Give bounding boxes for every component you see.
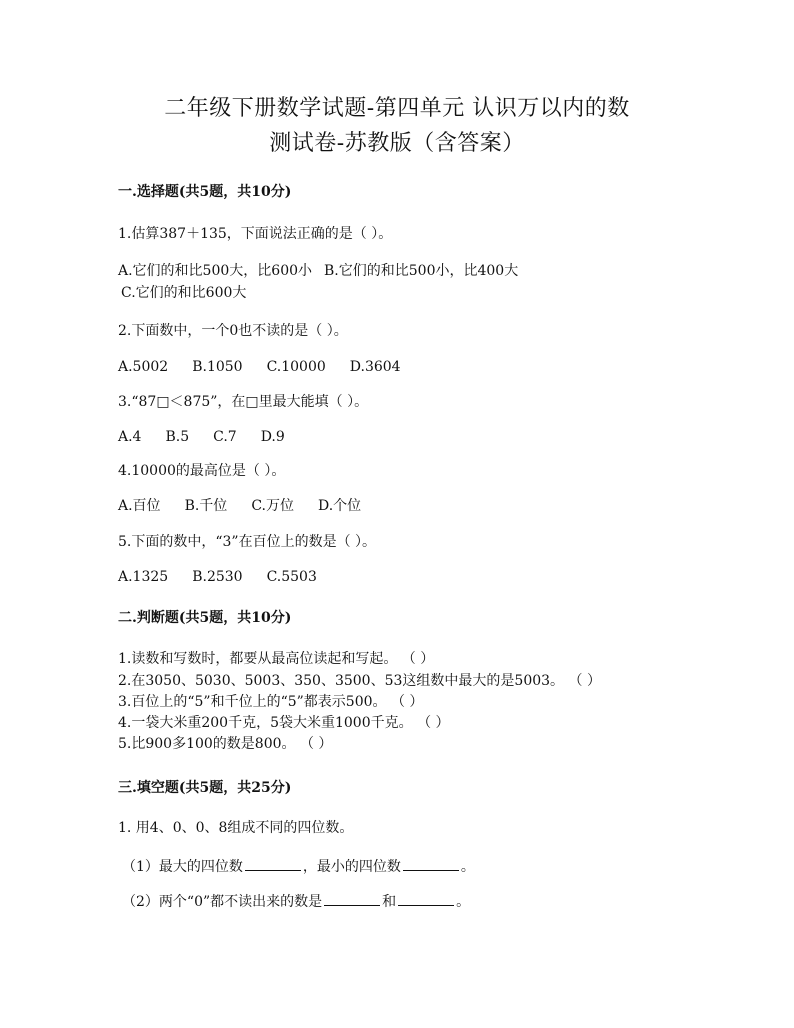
question-5-text: 5.下面的数中，“3”在百位上的数是（ ）。 xyxy=(118,534,377,550)
answer-blank[interactable] xyxy=(245,856,301,871)
question-4-option-c: C.万位 xyxy=(251,498,294,514)
fill-question-1-sub-1 xyxy=(122,856,475,877)
fill-question-1-sub-2 xyxy=(122,891,470,912)
fill-sub-2-prefix: （2）两个“0”都不读出来的数是 xyxy=(122,894,323,910)
question-3-option-a: A.4 xyxy=(118,429,142,445)
question-1-option-c: C.它们的和比600大 xyxy=(121,285,247,301)
question-4-option-a: A.百位 xyxy=(118,498,161,514)
judgment-item-3: 3.百位上的“5”和千位上的“5”都表示500。 （ ） xyxy=(118,694,424,710)
question-5-options xyxy=(118,567,317,587)
fill-sub-2-suffix: 。 xyxy=(456,894,471,910)
fill-sub-2-middle: 和 xyxy=(382,894,397,910)
answer-blank[interactable] xyxy=(324,891,380,906)
question-5-option-a: A.1325 xyxy=(118,569,169,585)
question-3-option-c: C.7 xyxy=(213,429,237,445)
fill-question-1-text: 1. 用4、0、0、8组成不同的四位数。 xyxy=(118,820,354,836)
question-2-options xyxy=(118,357,401,377)
question-3-text: 3.“87□＜875”，在□里最大能填（ ）。 xyxy=(118,394,369,410)
question-1-option-b: B.它们的和比500小，比400大 xyxy=(324,263,519,279)
question-2-option-d: D.3604 xyxy=(349,359,401,375)
answer-blank[interactable] xyxy=(398,891,454,906)
question-2-option-c: C.10000 xyxy=(266,359,326,375)
section-heading-choice: 一.选择题(共5题，共10分) xyxy=(118,184,292,200)
question-5-option-c: C.5503 xyxy=(266,569,317,585)
judgment-item-4: 4.一袋大米重200千克，5袋大米重1000千克。 （ ） xyxy=(118,715,450,731)
question-4-options xyxy=(118,496,361,516)
section-heading-judgment: 二.判断题(共5题，共10分) xyxy=(118,610,292,626)
question-2-text: 2.下面数中，一个0也不读的是（ ）。 xyxy=(118,323,348,339)
document-title-line-1: 二年级下册数学试题-第四单元 认识万以内的数 xyxy=(164,96,630,121)
fill-sub-1-middle: ，最小的四位数 xyxy=(302,859,401,875)
question-5-option-b: B.2530 xyxy=(192,569,243,585)
question-3-option-d: D.9 xyxy=(260,429,285,445)
judgment-item-1: 1.读数和写数时，都要从最高位读起和写起。 （ ） xyxy=(118,651,435,667)
answer-blank[interactable] xyxy=(403,856,459,871)
fill-sub-1-suffix: 。 xyxy=(460,859,475,875)
judgment-item-5: 5.比900多100的数是800。 （ ） xyxy=(118,736,333,752)
document-title-line-2: 测试卷-苏教版（含答案） xyxy=(269,131,525,156)
question-1-option-a: A.它们的和比500大，比600小 xyxy=(118,263,313,279)
question-4-option-d: D.个位 xyxy=(317,498,362,514)
fill-sub-1-prefix: （1）最大的四位数 xyxy=(122,859,243,875)
question-4-option-b: B.千位 xyxy=(184,498,228,514)
judgment-item-2: 2.在3050、5030、5003、350、3500、53这组数中最大的是5003。 （ ） xyxy=(118,673,601,689)
question-4-text: 4.10000的最高位是（ ）。 xyxy=(118,463,286,479)
question-1-options-row-1 xyxy=(118,261,518,281)
question-3-option-b: B.5 xyxy=(165,429,190,445)
question-2-option-a: A.5002 xyxy=(118,359,169,375)
question-3-options xyxy=(118,427,285,447)
question-2-option-b: B.1050 xyxy=(192,359,243,375)
question-1-text: 1.估算387＋135，下面说法正确的是（ ）。 xyxy=(118,226,393,242)
section-heading-fill-blank: 三.填空题(共5题，共25分) xyxy=(118,780,292,796)
